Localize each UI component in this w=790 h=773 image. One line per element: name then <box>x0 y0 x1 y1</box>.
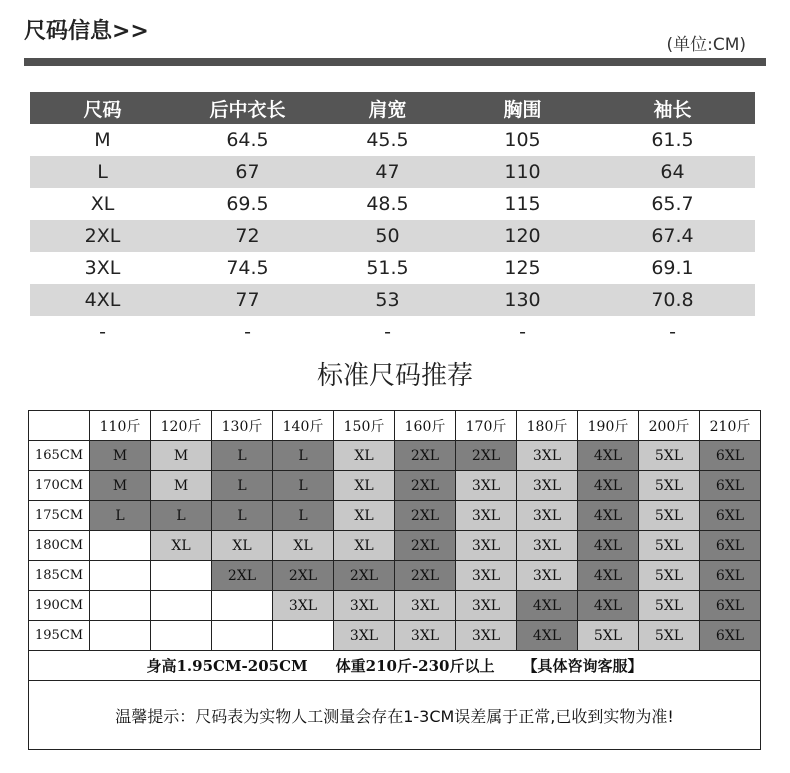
recommend-cell <box>273 621 334 651</box>
recommend-cell <box>151 591 212 621</box>
height-header: 175CM <box>29 501 90 531</box>
recommend-cell: XL <box>334 471 395 501</box>
recommend-cell: 2XL <box>395 531 456 561</box>
size-cell: 3XL <box>84 257 121 279</box>
recommend-cell: 5XL <box>578 621 639 651</box>
recommend-cell: 5XL <box>639 471 700 501</box>
recommend-cell: 6XL <box>700 531 761 561</box>
recommend-cell <box>90 591 151 621</box>
recommend-cell: 3XL <box>456 471 517 501</box>
size-cell: 110 <box>455 156 590 188</box>
size-cell: 67.4 <box>590 220 755 252</box>
height-header: 180CM <box>29 531 90 561</box>
size-cell: 125 <box>504 257 541 279</box>
recommend-cell: L <box>151 501 212 531</box>
size-cell: - <box>384 321 391 343</box>
recommend-cell: 3XL <box>456 531 517 561</box>
size-cell: 74.5 <box>226 257 269 279</box>
recommend-cell: 4XL <box>578 501 639 531</box>
size-cell: 45.5 <box>366 129 409 151</box>
recommend-cell: 3XL <box>395 621 456 651</box>
size-cell: 115 <box>504 193 541 215</box>
recommend-cell: L <box>90 501 151 531</box>
size-row <box>30 284 755 316</box>
recommend-cell: L <box>212 471 273 501</box>
recommend-cell: 2XL <box>273 561 334 591</box>
size-cell: 130 <box>455 284 590 316</box>
note-row <box>29 651 761 681</box>
recommend-cell: XL <box>212 531 273 561</box>
recommend-cell: M <box>151 441 212 471</box>
recommend-cell: 4XL <box>578 531 639 561</box>
recommend-cell: XL <box>334 441 395 471</box>
recommend-cell: 3XL <box>334 591 395 621</box>
recommend-row <box>29 561 761 591</box>
size-cell: 64 <box>590 156 755 188</box>
size-table <box>30 92 755 348</box>
size-cell: 70.8 <box>590 284 755 316</box>
size-cell: 69.1 <box>651 257 694 279</box>
recommend-cell: 3XL <box>456 591 517 621</box>
recommend-cell: M <box>151 471 212 501</box>
recommend-cell: 5XL <box>639 561 700 591</box>
recommend-cell: 3XL <box>334 621 395 651</box>
recommend-cell: 4XL <box>517 621 578 651</box>
recommend-cell: L <box>273 471 334 501</box>
weight-header: 170斤 <box>456 411 517 441</box>
recommend-cell: L <box>212 501 273 531</box>
recommend-cell: 3XL <box>517 471 578 501</box>
page-title: 尺码信息>> <box>24 19 149 44</box>
size-cell: M <box>94 129 111 151</box>
weight-header: 110斤 <box>90 411 151 441</box>
size-cell: 65.7 <box>651 193 694 215</box>
recommend-cell: L <box>273 441 334 471</box>
tip-text: 温馨提示：尺码表为实物人工测量会存在1-3CM误差属于正常,已收到实物为准! <box>29 681 761 750</box>
recommend-cell: L <box>212 441 273 471</box>
tip-row <box>29 681 761 750</box>
weight-header: 190斤 <box>578 411 639 441</box>
recommend-cell: 5XL <box>639 501 700 531</box>
size-cell: 47 <box>320 156 455 188</box>
recommend-cell: 2XL <box>395 441 456 471</box>
size-row <box>30 124 755 156</box>
recommend-cell: 6XL <box>700 621 761 651</box>
recommend-title: 标准尺码推荐 <box>316 361 473 391</box>
size-cell: 50 <box>320 220 455 252</box>
recommend-cell: L <box>273 501 334 531</box>
recommend-row <box>29 501 761 531</box>
recommend-cell: 5XL <box>639 531 700 561</box>
recommend-table <box>28 410 761 750</box>
header-cell: 后中衣长 <box>175 92 320 124</box>
recommend-cell: XL <box>334 501 395 531</box>
weight-header: 140斤 <box>273 411 334 441</box>
note-service: 【具体咨询客服】 <box>522 657 643 675</box>
weight-header-row <box>29 411 761 441</box>
recommend-cell <box>151 561 212 591</box>
recommend-row <box>29 441 761 471</box>
size-cell: 64.5 <box>226 129 269 151</box>
size-row <box>30 252 755 284</box>
recommend-cell: 3XL <box>517 531 578 561</box>
recommend-cell <box>212 621 273 651</box>
size-cell: 67 <box>175 156 320 188</box>
size-cell: 4XL <box>30 284 175 316</box>
recommend-cell: XL <box>273 531 334 561</box>
recommend-row <box>29 591 761 621</box>
recommend-cell: 3XL <box>456 561 517 591</box>
header-cell: 胸围 <box>455 92 590 124</box>
recommend-cell: 3XL <box>456 621 517 651</box>
weight-header: 160斤 <box>395 411 456 441</box>
size-cell: - <box>669 321 676 343</box>
recommend-cell <box>212 591 273 621</box>
recommend-cell: 3XL <box>517 441 578 471</box>
recommend-cell: 2XL <box>334 561 395 591</box>
recommend-cell: 4XL <box>517 591 578 621</box>
recommend-cell: 2XL <box>395 471 456 501</box>
recommend-cell: 2XL <box>395 501 456 531</box>
recommend-cell: 2XL <box>395 561 456 591</box>
size-cell: - <box>519 321 526 343</box>
size-row <box>30 220 755 252</box>
size-cell: - <box>244 321 251 343</box>
recommend-cell: 3XL <box>517 501 578 531</box>
recommend-cell: 2XL <box>212 561 273 591</box>
weight-header: 120斤 <box>151 411 212 441</box>
recommend-cell: 6XL <box>700 591 761 621</box>
recommend-cell <box>90 531 151 561</box>
note-cell <box>29 651 761 681</box>
recommend-cell: 4XL <box>578 471 639 501</box>
size-cell: 61.5 <box>651 129 694 151</box>
recommend-row <box>29 471 761 501</box>
size-cell: 48.5 <box>366 193 409 215</box>
size-table-header <box>30 92 755 124</box>
weight-header: 180斤 <box>517 411 578 441</box>
recommend-cell: 3XL <box>395 591 456 621</box>
recommend-cell: 6XL <box>700 471 761 501</box>
recommend-cell: 2XL <box>456 441 517 471</box>
recommend-cell <box>151 621 212 651</box>
size-cell: 51.5 <box>366 257 409 279</box>
header-cell: 袖长 <box>590 92 755 124</box>
weight-header: 200斤 <box>639 411 700 441</box>
recommend-cell: XL <box>151 531 212 561</box>
recommend-cell: 6XL <box>700 561 761 591</box>
recommend-row <box>29 531 761 561</box>
recommend-cell: 5XL <box>639 591 700 621</box>
height-header: 190CM <box>29 591 90 621</box>
height-header: 195CM <box>29 621 90 651</box>
header-cell: 肩宽 <box>320 92 455 124</box>
size-cell: 120 <box>455 220 590 252</box>
unit-label: (单位:CM) <box>666 35 746 55</box>
recommend-cell: 3XL <box>456 501 517 531</box>
recommend-cell: 6XL <box>700 441 761 471</box>
recommend-cell: M <box>90 471 151 501</box>
recommend-cell <box>90 621 151 651</box>
size-cell: 105 <box>504 129 541 151</box>
note-height: 身高1.95CM-205CM <box>146 657 308 675</box>
size-cell: 77 <box>175 284 320 316</box>
size-cell: 2XL <box>30 220 175 252</box>
recommend-cell: 4XL <box>578 441 639 471</box>
size-cell: XL <box>90 193 115 215</box>
size-row <box>30 316 755 348</box>
size-cell: L <box>30 156 175 188</box>
recommend-cell: XL <box>334 531 395 561</box>
weight-header: 210斤 <box>700 411 761 441</box>
header-cell: 尺码 <box>30 92 175 124</box>
height-header: 170CM <box>29 471 90 501</box>
weight-header: 150斤 <box>334 411 395 441</box>
recommend-row <box>29 621 761 651</box>
size-cell: - <box>99 321 106 343</box>
height-header: 165CM <box>29 441 90 471</box>
weight-header: 130斤 <box>212 411 273 441</box>
recommend-cell: 3XL <box>517 561 578 591</box>
corner-cell <box>29 411 90 441</box>
recommend-cell: 5XL <box>639 621 700 651</box>
recommend-cell: 4XL <box>578 591 639 621</box>
recommend-cell: 6XL <box>700 501 761 531</box>
recommend-cell: 3XL <box>273 591 334 621</box>
divider <box>24 58 766 66</box>
size-cell: 69.5 <box>226 193 269 215</box>
note-weight: 体重210斤-230斤以上 <box>335 657 495 675</box>
size-cell: 53 <box>320 284 455 316</box>
recommend-cell: 5XL <box>639 441 700 471</box>
height-header: 185CM <box>29 561 90 591</box>
size-cell: 72 <box>175 220 320 252</box>
recommend-cell <box>90 561 151 591</box>
size-row <box>30 156 755 188</box>
size-row <box>30 188 755 220</box>
recommend-cell: M <box>90 441 151 471</box>
recommend-cell: 4XL <box>578 561 639 591</box>
